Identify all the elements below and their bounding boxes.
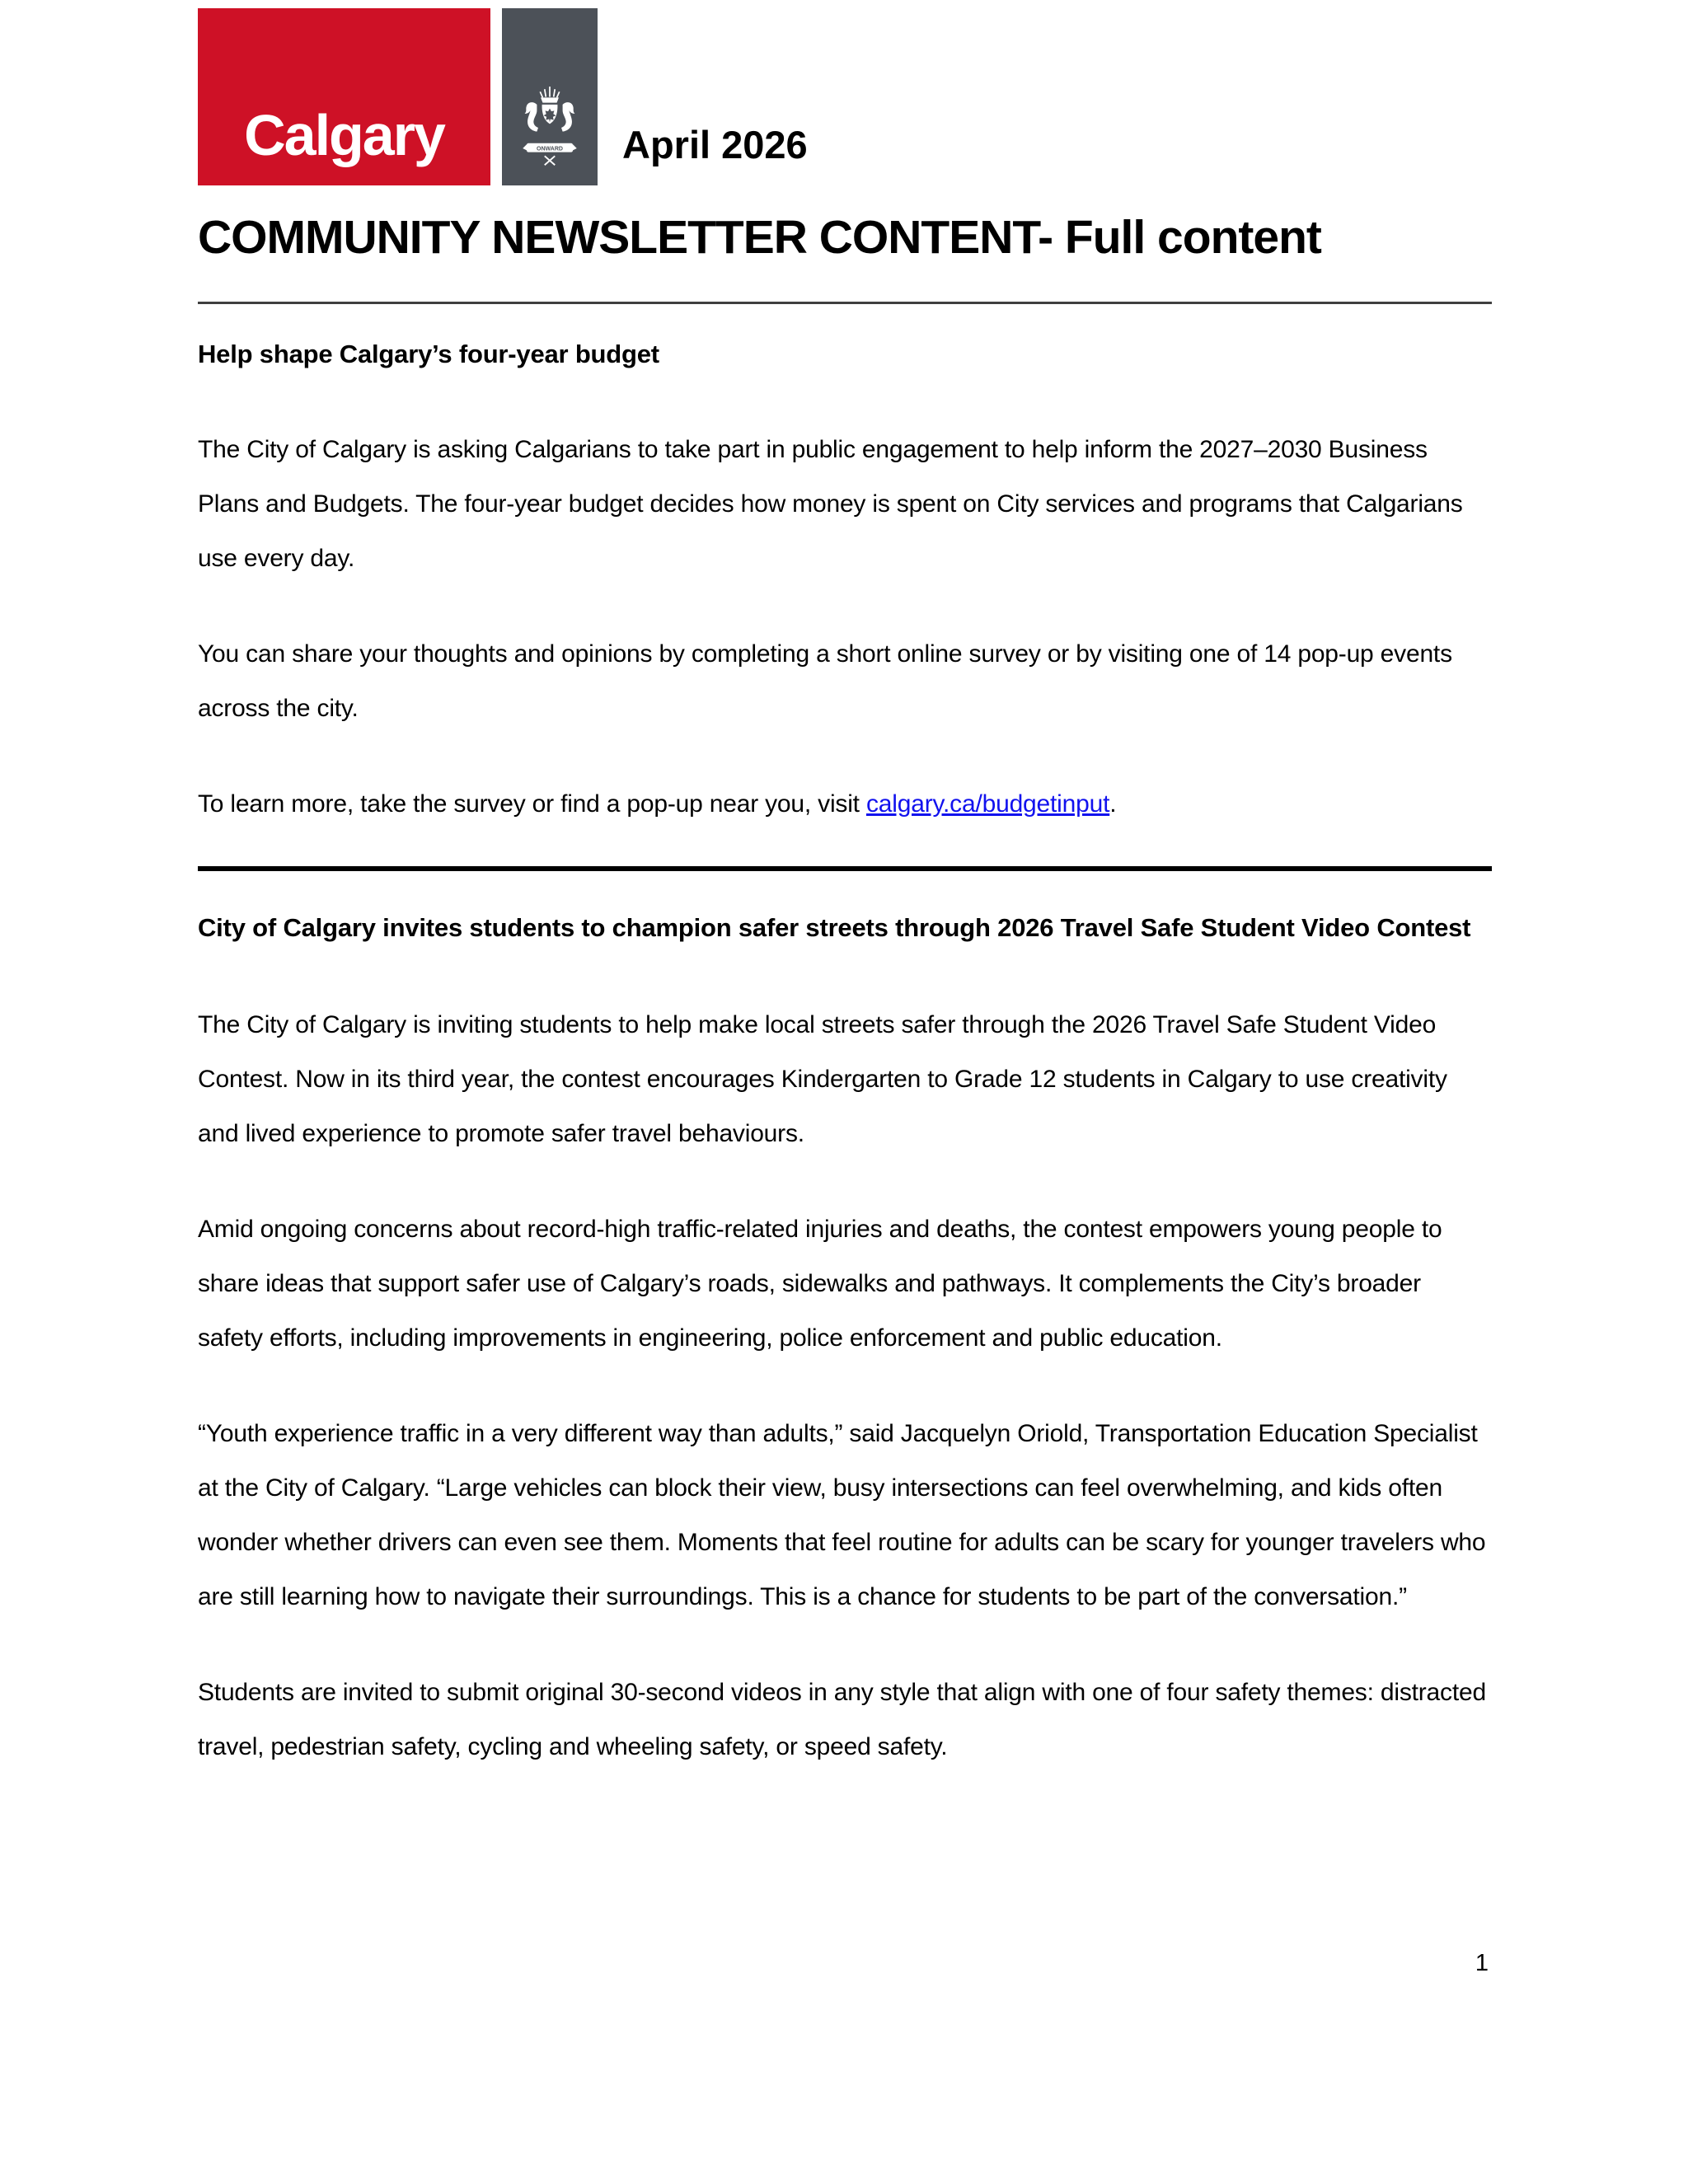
paragraph: You can share your thoughts and opinions by completing a short online survey or by visiting one of 14 pop-up events across the city. [198, 640, 1452, 722]
section-divider-thin [198, 302, 1492, 304]
paragraph: The City of Calgary is inviting students to help make local streets safer through the 2026 Travel Safe Student Video Contest. Now in its third year, the contest encourages Kindergarten to Grade 12 students in Calgary to use creativity and lived experience to promote safer travel behaviours. [198, 1011, 1447, 1147]
section-video-contest [198, 899, 1492, 1774]
newsletter-date: April 2026 [622, 123, 808, 166]
paragraph-with-link [198, 777, 1492, 832]
section-heading: Help shape Calgary’s four-year budget [198, 340, 659, 368]
calgary-wordmark: Calgary [244, 103, 444, 167]
calgary-logo-crest-box [502, 8, 598, 185]
page-number: 1 [1475, 1950, 1489, 1976]
logo-divider [490, 8, 502, 185]
budget-input-link[interactable]: calgary.ca/budgetinput [865, 790, 1110, 818]
header-logo [198, 8, 1492, 185]
crest-banner-text: ONWARD [537, 146, 563, 152]
calgary-logo-red-box [198, 8, 490, 185]
paragraph: The City of Calgary is asking Calgarians to take part in public engagement to help inform the 2027–2030 Business Plans and Budgets. The four-year budget decides how money is spent on City services and programs that Calgarians use every day. [198, 436, 1463, 572]
link-paragraph-suffix: . [1109, 790, 1117, 818]
link-paragraph-prefix: To learn more, take the survey or find a pop-up near you, visit [198, 790, 866, 818]
paragraph: Amid ongoing concerns about record-high traffic-related injuries and deaths, the contest empowers young people to share ideas that support safer use of Calgary’s roads, sidewalks and pathways. It complements the City’s broader safety efforts, including improvements in engineering, police enforcement and public education. [198, 1216, 1442, 1352]
calgary-crest-icon [518, 83, 582, 172]
section-budget [198, 327, 1492, 832]
section-divider-thick [198, 866, 1492, 871]
paragraph: Students are invited to submit original 30-second videos in any style that align with one of four safety themes: distracted travel, pedestrian safety, cycling and wheeling safety, or speed safety. [198, 1679, 1486, 1760]
paragraph: “Youth experience traffic in a very different way than adults,” said Jacquelyn Oriold, Transportation Education Specialist at the City of Calgary. “Large vehicles can block their view, busy intersections can feel overwhelming, and kids often wonder whether drivers can even see them. Moments that feel routine for adults can be scary for younger travelers who are still learning how to navigate their surroundings. This is a chance for students to be part of the conversation.” [198, 1420, 1486, 1610]
section-heading: City of Calgary invites students to champion safer streets through 2026 Travel Safe Student Video Contest [198, 913, 1471, 942]
page-title: COMMUNITY NEWSLETTER CONTENT- Full content [198, 211, 1321, 264]
